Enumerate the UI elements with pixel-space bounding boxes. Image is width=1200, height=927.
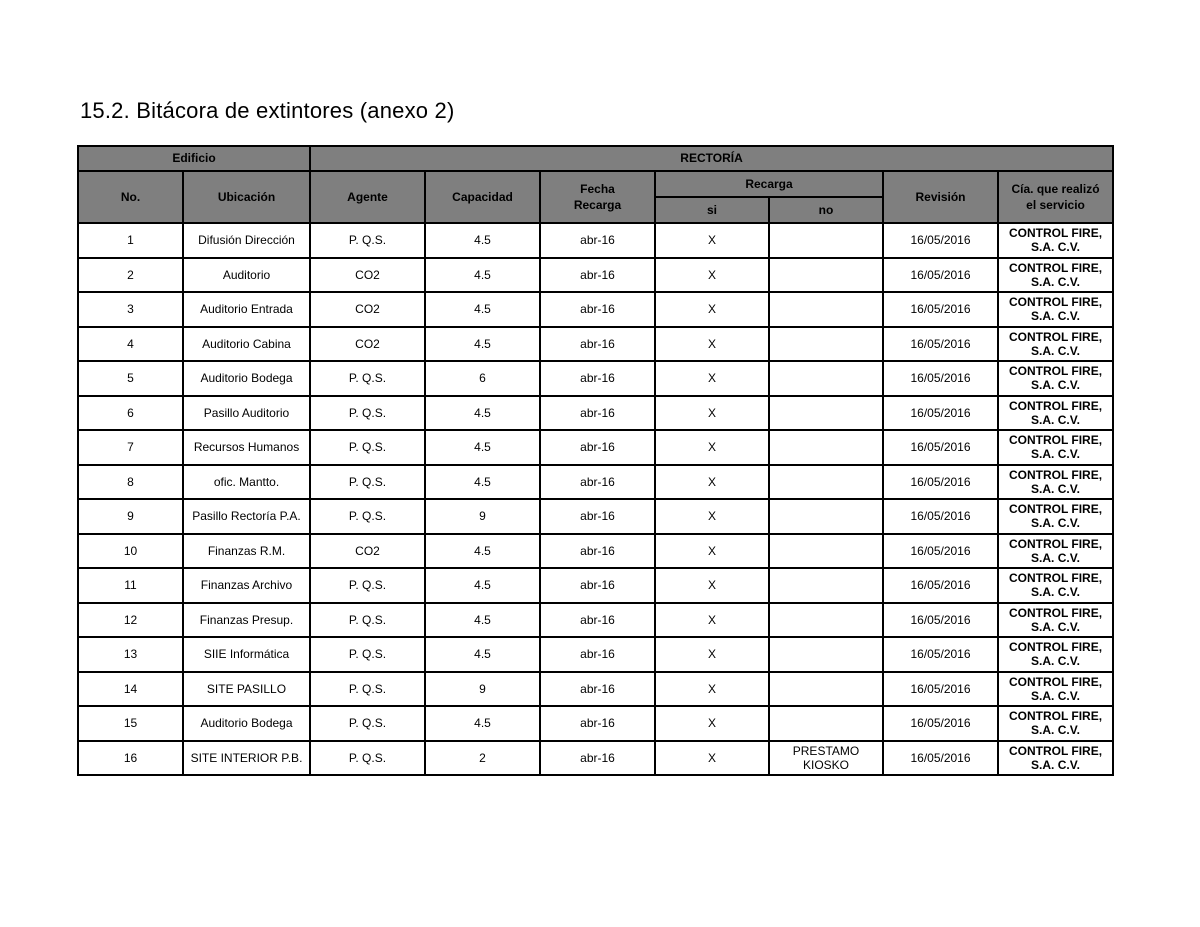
cell-cia: CONTROL FIRE, S.A. C.V. <box>998 223 1113 258</box>
header-recarga: Recarga <box>655 171 883 197</box>
cell-revision: 16/05/2016 <box>883 672 998 707</box>
cell-revision: 16/05/2016 <box>883 568 998 603</box>
cell-agente: CO2 <box>310 258 425 293</box>
cell-recarga-si: X <box>655 672 769 707</box>
cell-no: 9 <box>78 499 183 534</box>
cell-agente: P. Q.S. <box>310 637 425 672</box>
table-row <box>78 292 1113 327</box>
cell-recarga-no <box>769 223 883 258</box>
cell-capacidad: 4.5 <box>425 327 540 362</box>
cell-recarga-si: X <box>655 430 769 465</box>
cell-cia: CONTROL FIRE, S.A. C.V. <box>998 258 1113 293</box>
cell-cia: CONTROL FIRE, S.A. C.V. <box>998 361 1113 396</box>
cell-revision: 16/05/2016 <box>883 534 998 569</box>
cell-fecha-recarga: abr-16 <box>540 430 655 465</box>
table-row <box>78 258 1113 293</box>
cell-recarga-no: PRESTAMO KIOSKO <box>769 741 883 776</box>
cell-fecha-recarga: abr-16 <box>540 292 655 327</box>
cell-recarga-no <box>769 327 883 362</box>
cell-recarga-no <box>769 430 883 465</box>
cell-no: 14 <box>78 672 183 707</box>
cell-cia: CONTROL FIRE, S.A. C.V. <box>998 430 1113 465</box>
cell-revision: 16/05/2016 <box>883 430 998 465</box>
cell-recarga-si: X <box>655 292 769 327</box>
cell-recarga-si: X <box>655 223 769 258</box>
cell-recarga-si: X <box>655 361 769 396</box>
cell-ubicacion: SITE INTERIOR P.B. <box>183 741 310 776</box>
cell-recarga-no <box>769 292 883 327</box>
cell-revision: 16/05/2016 <box>883 603 998 638</box>
cell-fecha-recarga: abr-16 <box>540 672 655 707</box>
cell-fecha-recarga: abr-16 <box>540 396 655 431</box>
cell-revision: 16/05/2016 <box>883 499 998 534</box>
cell-no: 16 <box>78 741 183 776</box>
cell-no: 8 <box>78 465 183 500</box>
cell-fecha-recarga: abr-16 <box>540 637 655 672</box>
cell-ubicacion: Recursos Humanos <box>183 430 310 465</box>
cell-agente: P. Q.S. <box>310 672 425 707</box>
cell-cia: CONTROL FIRE, S.A. C.V. <box>998 741 1113 776</box>
cell-agente: P. Q.S. <box>310 741 425 776</box>
cell-recarga-si: X <box>655 568 769 603</box>
cell-ubicacion: Auditorio Bodega <box>183 361 310 396</box>
cell-recarga-si: X <box>655 465 769 500</box>
table-row <box>78 223 1113 258</box>
table-row <box>78 741 1113 776</box>
cell-no: 1 <box>78 223 183 258</box>
cell-agente: P. Q.S. <box>310 568 425 603</box>
cell-cia: CONTROL FIRE, S.A. C.V. <box>998 706 1113 741</box>
cell-ubicacion: Auditorio Bodega <box>183 706 310 741</box>
cell-ubicacion: Auditorio Entrada <box>183 292 310 327</box>
cell-revision: 16/05/2016 <box>883 223 998 258</box>
header-agente: Agente <box>310 171 425 223</box>
table-row <box>78 499 1113 534</box>
header-revision: Revisión <box>883 171 998 223</box>
cell-capacidad: 6 <box>425 361 540 396</box>
table-row <box>78 637 1113 672</box>
cell-capacidad: 9 <box>425 672 540 707</box>
cell-recarga-no <box>769 534 883 569</box>
cell-fecha-recarga: abr-16 <box>540 465 655 500</box>
cell-no: 15 <box>78 706 183 741</box>
extinguisher-log-table <box>77 145 1114 776</box>
building-label: Edificio <box>78 146 310 171</box>
cell-fecha-recarga: abr-16 <box>540 741 655 776</box>
cell-capacidad: 4.5 <box>425 430 540 465</box>
cell-recarga-no <box>769 361 883 396</box>
header-fecha-recarga: Fecha Recarga <box>540 171 655 223</box>
cell-ubicacion: Pasillo Auditorio <box>183 396 310 431</box>
cell-fecha-recarga: abr-16 <box>540 706 655 741</box>
cell-no: 10 <box>78 534 183 569</box>
cell-cia: CONTROL FIRE, S.A. C.V. <box>998 327 1113 362</box>
column-header-row <box>78 171 1113 197</box>
table-row <box>78 603 1113 638</box>
table-row <box>78 361 1113 396</box>
cell-ubicacion: SITE PASILLO <box>183 672 310 707</box>
cell-agente: P. Q.S. <box>310 706 425 741</box>
cell-capacidad: 4.5 <box>425 292 540 327</box>
cell-no: 7 <box>78 430 183 465</box>
cell-cia: CONTROL FIRE, S.A. C.V. <box>998 499 1113 534</box>
cell-revision: 16/05/2016 <box>883 258 998 293</box>
cell-ubicacion: Difusión Dirección <box>183 223 310 258</box>
cell-agente: P. Q.S. <box>310 223 425 258</box>
cell-cia: CONTROL FIRE, S.A. C.V. <box>998 603 1113 638</box>
cell-ubicacion: Pasillo Rectoría P.A. <box>183 499 310 534</box>
cell-cia: CONTROL FIRE, S.A. C.V. <box>998 672 1113 707</box>
cell-agente: CO2 <box>310 327 425 362</box>
cell-recarga-no <box>769 499 883 534</box>
cell-capacidad: 4.5 <box>425 706 540 741</box>
cell-revision: 16/05/2016 <box>883 292 998 327</box>
cell-capacidad: 4.5 <box>425 223 540 258</box>
cell-recarga-si: X <box>655 637 769 672</box>
cell-capacidad: 4.5 <box>425 568 540 603</box>
cell-recarga-no <box>769 258 883 293</box>
cell-revision: 16/05/2016 <box>883 327 998 362</box>
cell-capacidad: 4.5 <box>425 465 540 500</box>
cell-revision: 16/05/2016 <box>883 396 998 431</box>
cell-cia: CONTROL FIRE, S.A. C.V. <box>998 568 1113 603</box>
cell-capacidad: 4.5 <box>425 534 540 569</box>
building-header-row <box>78 146 1113 171</box>
cell-fecha-recarga: abr-16 <box>540 499 655 534</box>
cell-recarga-si: X <box>655 534 769 569</box>
cell-cia: CONTROL FIRE, S.A. C.V. <box>998 396 1113 431</box>
cell-recarga-no <box>769 672 883 707</box>
cell-cia: CONTROL FIRE, S.A. C.V. <box>998 465 1113 500</box>
cell-no: 4 <box>78 327 183 362</box>
cell-recarga-si: X <box>655 499 769 534</box>
cell-no: 3 <box>78 292 183 327</box>
cell-no: 6 <box>78 396 183 431</box>
cell-recarga-si: X <box>655 706 769 741</box>
table-row <box>78 706 1113 741</box>
cell-agente: P. Q.S. <box>310 430 425 465</box>
table-row <box>78 327 1113 362</box>
cell-revision: 16/05/2016 <box>883 706 998 741</box>
table-row <box>78 430 1113 465</box>
cell-fecha-recarga: abr-16 <box>540 534 655 569</box>
table-row <box>78 396 1113 431</box>
cell-agente: P. Q.S. <box>310 465 425 500</box>
cell-cia: CONTROL FIRE, S.A. C.V. <box>998 637 1113 672</box>
cell-recarga-no <box>769 396 883 431</box>
cell-agente: CO2 <box>310 292 425 327</box>
cell-agente: P. Q.S. <box>310 396 425 431</box>
cell-agente: P. Q.S. <box>310 361 425 396</box>
cell-ubicacion: Finanzas Presup. <box>183 603 310 638</box>
header-cia: Cía. que realizó el servicio <box>998 171 1113 223</box>
cell-no: 11 <box>78 568 183 603</box>
cell-ubicacion: ofic. Mantto. <box>183 465 310 500</box>
cell-capacidad: 2 <box>425 741 540 776</box>
cell-recarga-no <box>769 603 883 638</box>
cell-recarga-no <box>769 568 883 603</box>
cell-recarga-si: X <box>655 327 769 362</box>
cell-capacidad: 4.5 <box>425 258 540 293</box>
cell-fecha-recarga: abr-16 <box>540 568 655 603</box>
cell-cia: CONTROL FIRE, S.A. C.V. <box>998 292 1113 327</box>
cell-recarga-no <box>769 706 883 741</box>
header-capacidad: Capacidad <box>425 171 540 223</box>
cell-recarga-no <box>769 637 883 672</box>
cell-revision: 16/05/2016 <box>883 361 998 396</box>
table-body <box>78 223 1113 775</box>
cell-fecha-recarga: abr-16 <box>540 603 655 638</box>
table-row <box>78 672 1113 707</box>
cell-capacidad: 4.5 <box>425 396 540 431</box>
cell-recarga-si: X <box>655 396 769 431</box>
cell-ubicacion: Finanzas Archivo <box>183 568 310 603</box>
building-name: RECTORÍA <box>310 146 1113 171</box>
table-row <box>78 534 1113 569</box>
cell-ubicacion: Auditorio Cabina <box>183 327 310 362</box>
table-row <box>78 465 1113 500</box>
cell-cia: CONTROL FIRE, S.A. C.V. <box>998 534 1113 569</box>
cell-no: 13 <box>78 637 183 672</box>
cell-agente: P. Q.S. <box>310 499 425 534</box>
cell-no: 5 <box>78 361 183 396</box>
table-row <box>78 568 1113 603</box>
cell-capacidad: 4.5 <box>425 637 540 672</box>
cell-recarga-no <box>769 465 883 500</box>
cell-capacidad: 4.5 <box>425 603 540 638</box>
page-title: 15.2. Bitácora de extintores (anexo 2) <box>80 98 455 123</box>
cell-ubicacion: SIIE Informática <box>183 637 310 672</box>
cell-fecha-recarga: abr-16 <box>540 327 655 362</box>
cell-no: 12 <box>78 603 183 638</box>
cell-recarga-si: X <box>655 258 769 293</box>
cell-revision: 16/05/2016 <box>883 637 998 672</box>
header-ubicacion: Ubicación <box>183 171 310 223</box>
cell-fecha-recarga: abr-16 <box>540 258 655 293</box>
cell-no: 2 <box>78 258 183 293</box>
cell-agente: P. Q.S. <box>310 603 425 638</box>
cell-agente: CO2 <box>310 534 425 569</box>
cell-recarga-si: X <box>655 603 769 638</box>
cell-ubicacion: Finanzas R.M. <box>183 534 310 569</box>
cell-ubicacion: Auditorio <box>183 258 310 293</box>
cell-fecha-recarga: abr-16 <box>540 361 655 396</box>
cell-revision: 16/05/2016 <box>883 741 998 776</box>
header-no-sub: no <box>769 197 883 223</box>
header-no: No. <box>78 171 183 223</box>
cell-fecha-recarga: abr-16 <box>540 223 655 258</box>
header-si: si <box>655 197 769 223</box>
cell-capacidad: 9 <box>425 499 540 534</box>
cell-revision: 16/05/2016 <box>883 465 998 500</box>
cell-recarga-si: X <box>655 741 769 776</box>
